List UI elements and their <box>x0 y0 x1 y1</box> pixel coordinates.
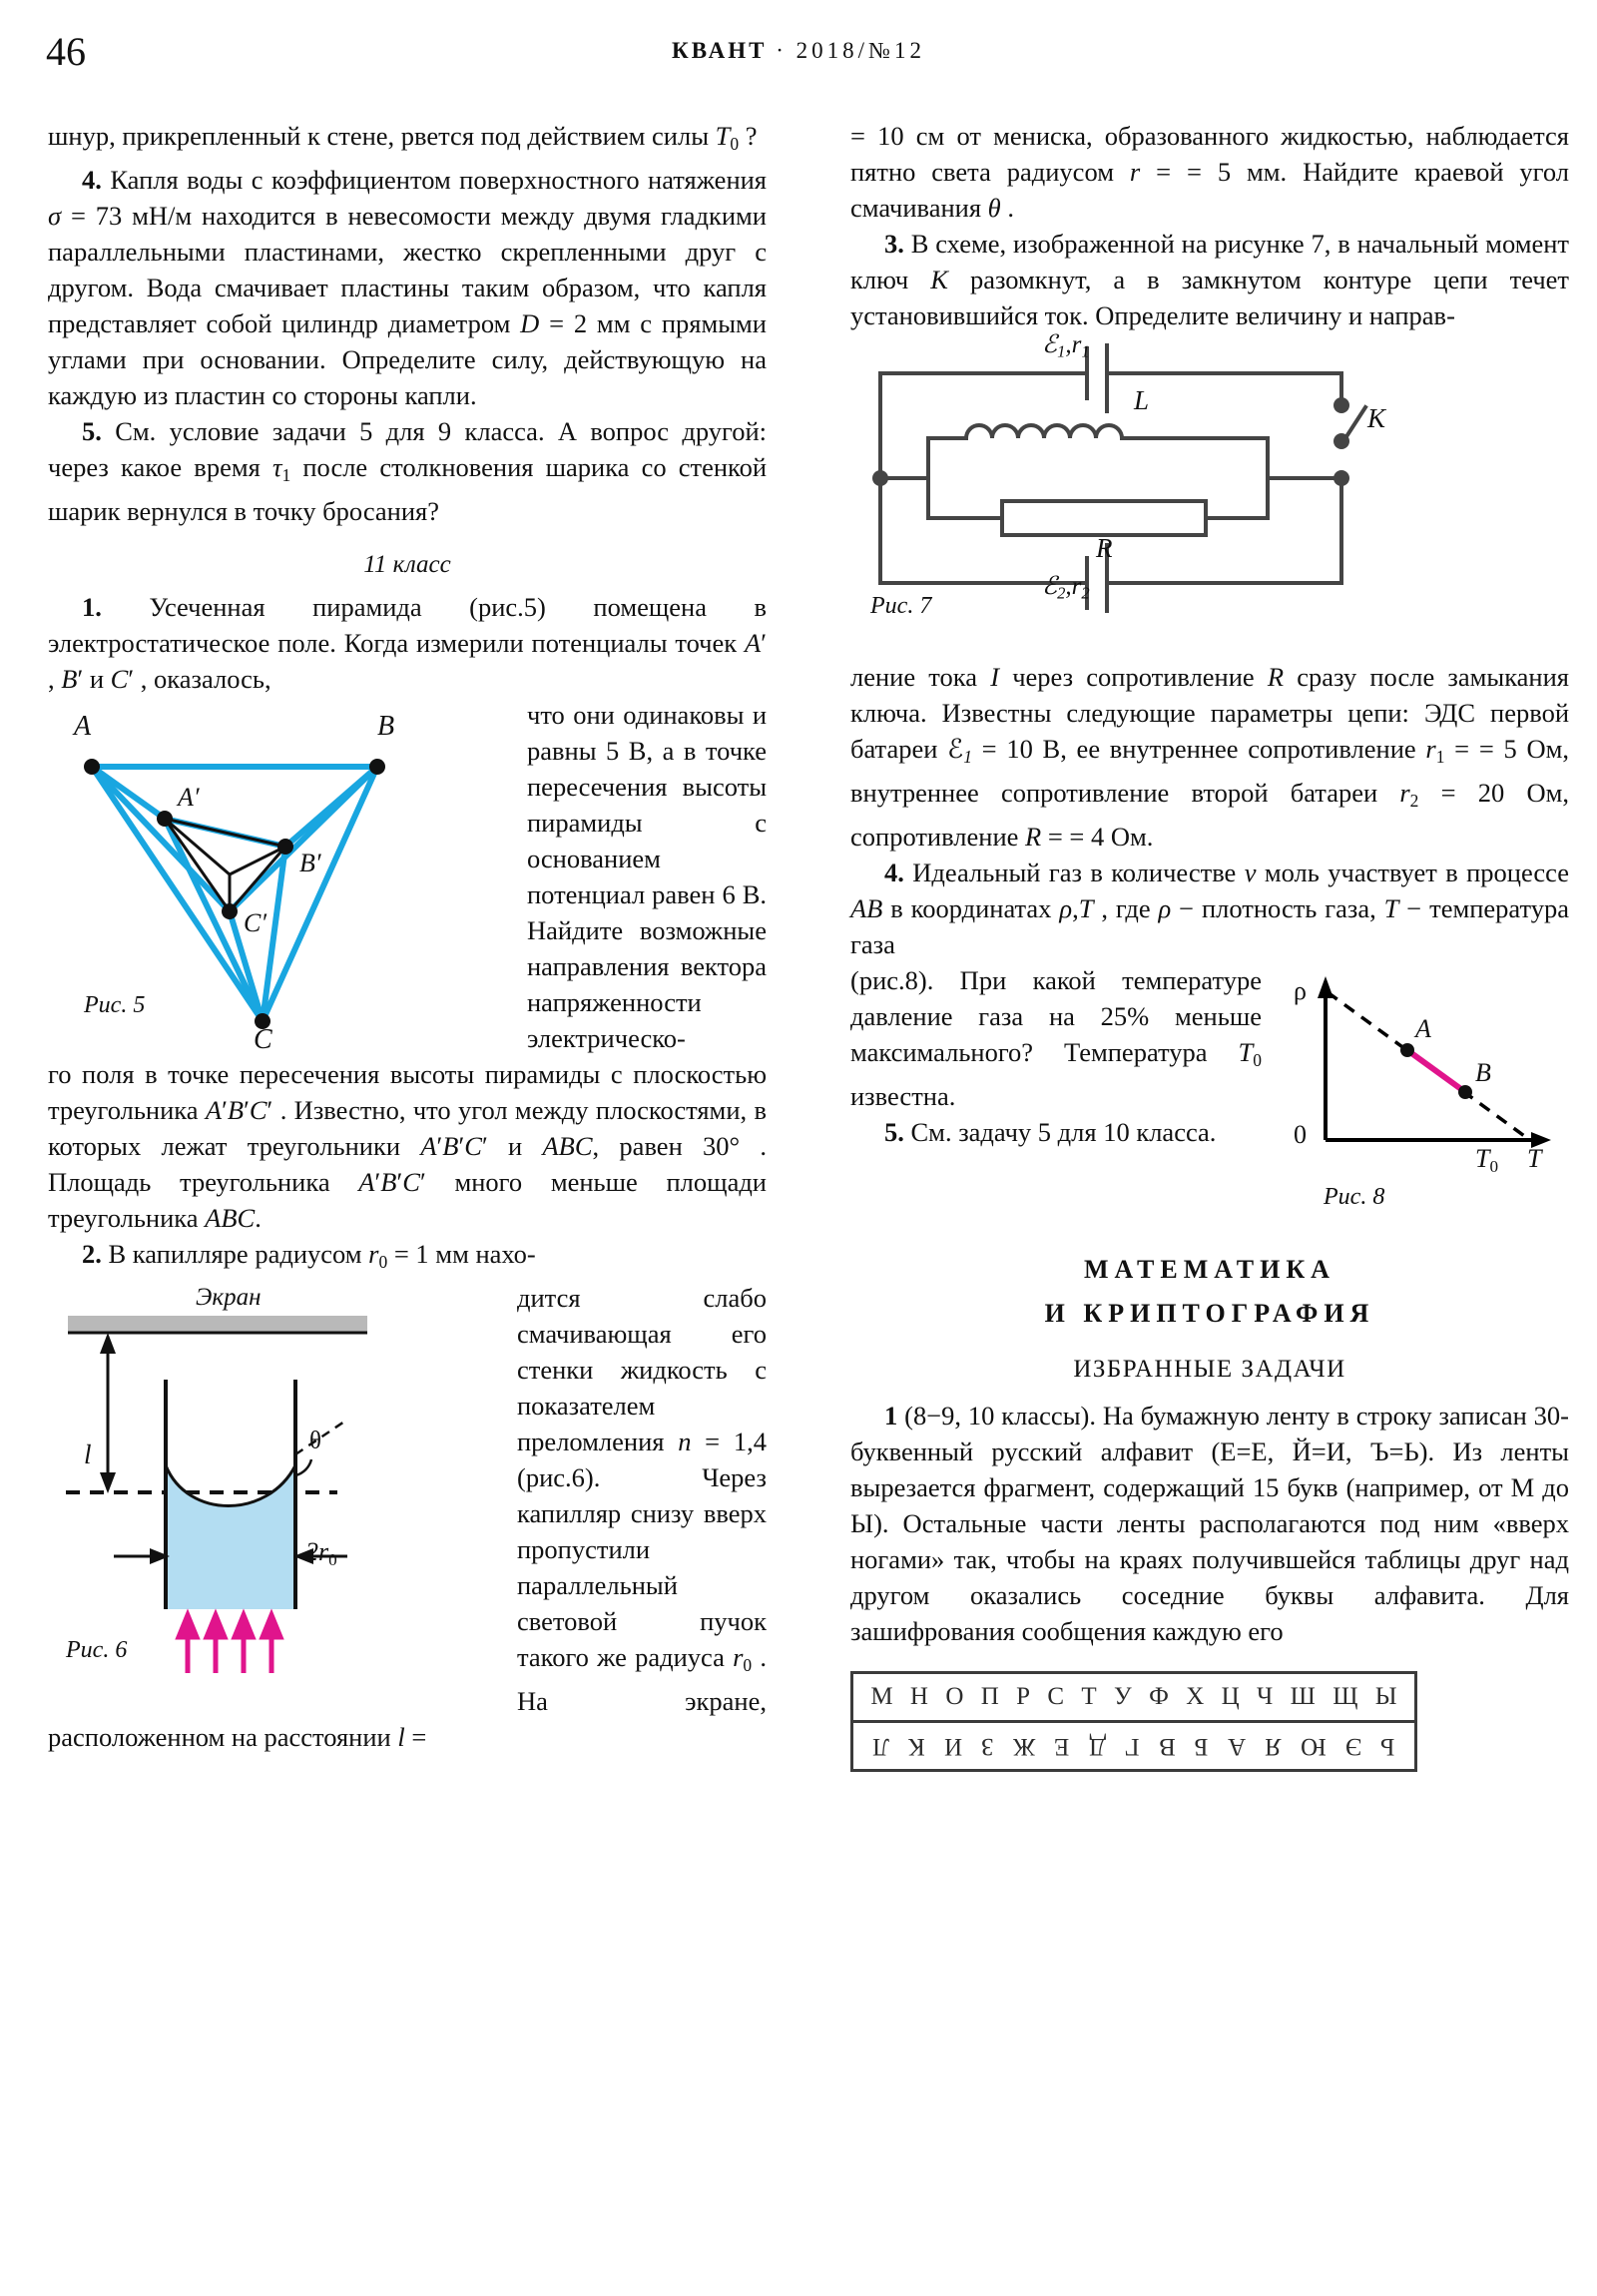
vertex-label-A-prime: A′ <box>178 782 200 812</box>
alphabet-cell-bottom: Ж <box>1012 1732 1036 1760</box>
alphabet-cell-top: О <box>945 1682 964 1710</box>
problem-4-wrap: (рис.8). При какой температуре давление газа на 25% меньше максимального? Температура $T_0$ известна. <box>850 964 1262 1111</box>
alphabet-cell-bottom: Л <box>872 1732 890 1760</box>
alphabet-cell-top: Ш <box>1290 1682 1316 1710</box>
alphabet-cell-bottom: Б <box>1194 1732 1209 1760</box>
alphabet-cell-top: М <box>870 1682 893 1710</box>
alphabet-cell-bottom: К <box>908 1732 925 1760</box>
math-problem-1: 1 (8−9, 10 классы). На бумажную ленту в строку записан 30-буквенный русский алфавит (Е=Е, Й=И, Ъ=Ь). Из ленты вырезается фрагмент, содержащий 15 букв (например, от М до Ы). Остальные части ленты располагаются под ним «вверх ногами» так, чтобы на краях получившейся таблицы друг над другом оказались соседние буквы алфавита. Для зашифрования сообщения каждую его <box>850 1400 1569 1646</box>
alphabet-cell-top: Х <box>1186 1682 1205 1710</box>
alphabet-cell-top: Ы <box>1374 1682 1397 1710</box>
axis-label-rho: ρ <box>1294 975 1307 1005</box>
resistor-label: R <box>1096 533 1113 563</box>
paragraph-continuation: шнур, прикрепленный к стене, рвется под действием силы $T_0$ ? <box>48 121 758 154</box>
circuit-diagram <box>850 343 1549 613</box>
emf1-label: ℰ1,r1 <box>1042 331 1090 361</box>
problem-4-grade11: 4. Идеальный газ в количестве ν моль участвует в процессе AB в координатах ρ,T , где ρ − плотность газа, T − температура газа <box>850 857 1570 959</box>
alphabet-cell-top: У <box>1114 1682 1132 1710</box>
figure-7 <box>850 331 1569 643</box>
issue-number: 2018/№12 <box>796 38 925 63</box>
rho-T-graph <box>1280 962 1559 1182</box>
point-label-A: A <box>1415 1013 1431 1043</box>
alphabet-cell-top: Ф <box>1149 1682 1169 1710</box>
figure-6-caption: Рис. 6 <box>66 1636 128 1663</box>
alphabet-cell-bottom: Е <box>1054 1732 1070 1760</box>
point-label-B: B <box>1475 1057 1491 1087</box>
left-column <box>48 118 767 1755</box>
alphabet-cell-top: П <box>980 1682 999 1710</box>
problem-2-continuation: = 10 см от мениска, образованного жидкостью, наблюдается пятно света радиусом r = = 5 мм. Найдите краевой угол смачивания θ . <box>850 121 1570 223</box>
alphabet-table <box>850 1671 1417 1772</box>
alphabet-cell-top: С <box>1047 1682 1065 1710</box>
section-subtitle: ИЗБРАННЫЕ ЗАДАЧИ <box>1073 1355 1346 1383</box>
alphabet-cell-bottom: Ь <box>1380 1732 1395 1760</box>
vertex-label-C-prime: C′ <box>244 907 267 937</box>
figure-8 <box>1280 962 1569 1232</box>
truncated-pyramid-diagram <box>48 697 527 1036</box>
figure-8-caption: Рис. 8 <box>1324 1183 1385 1210</box>
section-title-line2: И КРИПТОГРАФИЯ <box>1044 1298 1375 1328</box>
running-head <box>0 38 1597 64</box>
figure-5-caption: Рис. 5 <box>84 991 146 1018</box>
problem-2-grade11-lead: 2. В капилляре радиусом $r_0 = 1$ мм нахо- <box>82 1238 536 1272</box>
alphabet-cell-top: Щ <box>1332 1682 1358 1710</box>
alphabet-cell-top: Р <box>1016 1682 1031 1710</box>
alphabet-cell-bottom: В <box>1158 1732 1176 1760</box>
origin-label: 0 <box>1294 1119 1307 1149</box>
alphabet-cell-bottom: А <box>1227 1732 1246 1760</box>
page-number: 46 <box>46 29 86 74</box>
class-heading-11: 11 класс <box>363 550 451 578</box>
figure-7-caption: Рис. 7 <box>870 593 932 619</box>
figure-6 <box>48 1280 517 1709</box>
problem-3-grade11: 3. В схеме, изображенной на рисунке 7, в начальный момент ключ K разомкнут, а в замкнутом контуре цепи течет установившийся ток. Определите величину и направ- <box>850 229 1569 330</box>
emf2-label: ℰ2,r2 <box>1042 573 1090 603</box>
length-label-l: l <box>84 1438 92 1469</box>
vertex-label-C: C <box>254 1023 272 1055</box>
alphabet-cell-top: Ц <box>1221 1682 1240 1710</box>
axis-label-T: T <box>1527 1143 1542 1173</box>
alphabet-cell-bottom: Ю <box>1300 1732 1327 1760</box>
alphabet-row-top <box>853 1674 1414 1723</box>
inductor-label: L <box>1134 385 1150 415</box>
problem-3-continuation: ление тока I через сопротивление R сразу после замыкания ключа. Известны следующие параметры цепи: ЭДС первой батареи ℰ1 = 10 В, ее внутреннее сопротивление $r_1$ = = 5 Ом, внутреннее сопротивление второй батареи $r_2 = 20$ Ом, сопротивление R = = 4 Ом. <box>850 662 1569 852</box>
contact-angle-label: θ <box>309 1427 321 1454</box>
screen-label: Экран <box>196 1283 262 1311</box>
alphabet-cell-top: Н <box>909 1682 928 1710</box>
vertex-label-B: B <box>377 710 395 742</box>
journal-name: КВАНТ <box>672 38 768 63</box>
figure-5 <box>48 697 527 1055</box>
switch-label-K: K <box>1367 403 1386 433</box>
problem-5-grade11: 5. См. задачу 5 для 10 класса. <box>884 1116 1217 1147</box>
tick-label-T0: $T_0$ <box>1475 1143 1499 1176</box>
vertex-label-B-prime: B′ <box>299 848 321 877</box>
alphabet-row-bottom <box>853 1723 1414 1769</box>
vertex-label-A: A <box>74 710 92 742</box>
alphabet-cell-bottom: Д <box>1088 1732 1106 1760</box>
problem-5-grade11-prev: 5. См. условие задачи 5 для 9 класса. А вопрос другой: через какое время $\tau_1$ после столкновения шарика со стенкой шарик вернулся в точку бросания? <box>48 415 768 526</box>
alphabet-cell-bottom: И <box>944 1732 963 1760</box>
alphabet-table-wrapper <box>850 1671 1569 1772</box>
alphabet-cell-top: Ч <box>1257 1682 1274 1710</box>
alphabet-cell-bottom: Э <box>1344 1732 1362 1760</box>
problem-2-wrap-text: дится слабо смачивающая его стенки жидкость с показателем преломления n = 1,4 (рис.6). Через капилляр снизу вверх пропустили параллельный световой пучок такого же радиуса $r_0$ . На экране, расположенном на расстоянии l = <box>48 1282 768 1752</box>
alphabet-cell-top: Т <box>1081 1682 1097 1710</box>
radius-label-2r0: $2r_0$ <box>305 1536 337 1569</box>
problem-1-rest: го поля в точке пересечения высоты пирамиды с плоскостью треугольника A′B′C′ . Известно, что угол между плоскостями, в которых лежат треугольники A′B′C′ и ABC, равен 30° . Площадь треугольника A′B′C′ много меньше площади треугольника ABC. <box>48 1058 767 1233</box>
header-separator: · <box>776 38 788 63</box>
problem-1-grade11-lead: 1. Усеченная пирамида (рис.5) помещена в электростатическое поле. Когда измерили потенциалы точек A′ , B′ и C′ , оказалось, <box>48 591 767 694</box>
problem-4-grade11-prev: 4. Капля воды с коэффициентом поверхностного натяжения σ = 73 мН/м находится в невесомости между двумя гладкими параллельными пластинами, жестко скрепленными друг с другом. Вода смачивает пластины таким образом, что капля представляет собой цилиндр диаметром D = 2 мм с прямыми углами при основании. Определите силу, действующую на каждую из пластин со стороны капли. <box>48 164 767 410</box>
alphabet-cell-bottom: З <box>981 1732 994 1760</box>
alphabet-cell-bottom: Я <box>1265 1732 1282 1760</box>
alphabet-cell-bottom: Г <box>1125 1732 1140 1760</box>
capillary-diagram <box>48 1280 517 1679</box>
section-title-line1: МАТЕМАТИКА <box>1084 1254 1335 1284</box>
right-column <box>850 118 1569 1772</box>
problem-1-wrap-text: что они одинаковы и равны 5 В, а в точке пересечения высоты пирамиды с основанием потенциал равен 6 В. Найдите возможные направления вектора напряженности электрическо- <box>527 699 767 1053</box>
